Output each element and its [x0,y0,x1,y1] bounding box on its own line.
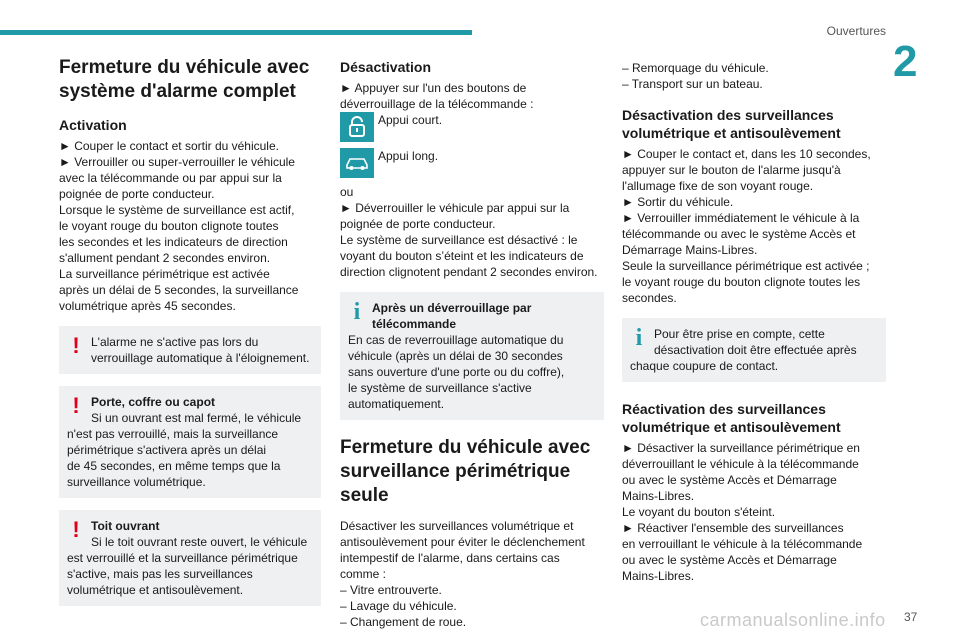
header-accent-bar [0,30,472,35]
short-press-label: Appui court. [378,113,443,127]
info-note-relock: i Après un déverrouillage par télécommande En cas de reverrouillage automatique du véhicule (après un délai de 30 secondes sans ouverture d'une porte ou du coffre), le système de surveillance s'active automatiquement. [340,292,604,420]
chapter-number: 2 [893,37,918,86]
perimeter-text: Désactiver les surveillances volumétrique et antisoulèvement pour éviter le déclenchement intempestif de l'alarme, dans certains cas comme : – Vitre entrouverte. – Lavage du véhicule. – Changement de roue. [340,519,585,629]
warning-icon: ! [72,517,80,542]
info-icon: i [353,299,361,325]
column-2: Désactivation ► Appuyer sur l'un des boutons de déverrouillage de la télécommande : Appui court. Appui long. ou ► Déverrouiller le véhicule par appui sur la poignée de porte conducteur. Le système de surveillance est désactivé : le voyant du bouton s’éteint et les indicateurs de direction clignotent pendant 2 secondes environ. i Après un déverrouillage par télécommande En cas de reverrouillage automatique du véhicule (après un délai de 30 secondes sans ouverture d'une porte ou du coffre), le système de surveillance s'active automatiquement. Fermeture du véhicule avec surveillance périmétrique seule Désactiver les surveillances volumétrique et antisoulèvement pour éviter le déclenchement intempestif de l'alarme, dans certains cas comme : – Vitre entrouverte. – Lavage du véhicule. – Changement de roue. [340,56,604,630]
reactivation-text: ► Désactiver la surveillance périmétrique en déverrouillant le véhicule à la télécommande ou avec le système Accès et Démarrage Mains-Libres. Le voyant du bouton s'éteint. ► Réactiver l'ensemble des surveillances en verrouillant le véhicule à la télécommande ou avec le système Accès et Démarrage Mains-Libres. [622,441,863,583]
watermark: carmanualsonline.info [700,610,886,630]
page-number: 37 [904,610,918,624]
long-press-row [340,148,604,178]
section-name: Ouvertures [826,24,886,38]
column-3: – Remorquage du véhicule. – Transport sur un bateau. Désactivation des surveillances volumétrique et antisoulèvement ► Couper le contact et, dans les 10 secondes, appuyer sur le bouton de l'alarme jusqu'à l'allumage fixe de son voyant rouge. ► Sortir du véhicule. ► Verrouiller immédiatement le véhicule à la télécommande ou avec le système Accès et Démarrage Mains-Libres. Seule la surveillance périmétrique est activée ; le voyant rouge du bouton clignote toutes les secondes. i Pour être prise en compte, cette désactivation doit être effectuée après chaque coupure de contact. Réactivation des surveillances volumétrique et antisoulèvement ► Désactiver la surveillance périmétrique en déverrouillant le véhicule à la télécommande ou avec le système Accès et Démarrage Mains-Libres. Le voyant du bouton s'éteint. ► Réactiver l'ensemble des surveillances en verrouillant le véhicule à la télécommande ou avec le système Accès et Démarrage Mains-Libres. [622,56,886,584]
warning-note-door: ! Porte, coffre ou capot Si un ouvrant est mal fermé, le véhicule n'est pas verrouillé, mais la surveillance périmétrique s'activera après un délai de 45 secondes, en même temps que la surveillance volumétrique. [59,386,321,498]
unlock-icon [340,112,374,142]
heading-activation: Activation [59,117,127,133]
column-1 [59,56,321,618]
deactivation-text: ou ► Déverrouiller le véhicule par appui sur la poignée de porte conducteur. Le système de surveillance est désactivé : le voyant du bouton s’éteint et les indicateurs de direction clignotent pendant 2 secondes environ. [340,185,598,279]
info-note-each-ignition: i Pour être prise en compte, cette désactivation doit être effectuée après chaque coupure de contact. [622,318,886,382]
info-icon: i [635,325,643,351]
short-press-row [340,112,604,142]
car-unlock-icon [340,148,374,178]
title-perimeter-only: Fermeture du véhicule avec surveillance périmétrique seule [340,437,591,506]
warning-icon: ! [72,393,80,418]
warning-icon: ! [72,333,80,358]
warning-note-sunroof: ! Toit ouvrant Si le toit ouvrant reste ouvert, le véhicule est verrouillé et la surveillance périmétrique s'active, mais pas les surveillances volumétrique et antisoulèvement. [59,510,321,606]
heading-deactivation: Désactivation [340,59,432,75]
deactivation-volumetric-text: ► Couper le contact et, dans les 10 secondes, appuyer sur le bouton de l'alarme jusqu'à l'allumage fixe de son voyant rouge. ► Sortir du véhicule. ► Verrouiller immédiatement le véhicule à la télécommande ou avec le système Accès et Démarrage Mains-Libres. Seule la surveillance périmétrique est activée ; le voyant rouge du bouton clignote toutes les secondes. [622,147,871,305]
title-full-alarm: Fermeture du véhicule avec système d'alarme complet [59,57,310,102]
long-press-label: Appui long. [378,149,439,163]
heading-reactivation: Réactivation des surveillances volumétrique et antisoulèvement [622,401,841,435]
heading-deactivation-volumetric: Désactivation des surveillances volumétrique et antisoulèvement [622,107,841,141]
activation-text: ► Couper le contact et sortir du véhicule. ► Verrouiller ou super-verrouiller le véhicule avec la télécommande ou par appui sur la poignée de porte conducteur. Lorsque le système de surveillance est actif, le voyant rouge du bouton clignote toutes les secondes et les indicateurs de direction s'allument pendant 2 secondes environ. La surveillance périmétrique est activée après un délai de 5 secondes, la surveillance volumétrique après 45 secondes. [59,139,299,313]
warning-note-auto-lock: ! L'alarme ne s'active pas lors du verrouillage automatique à l'éloignement. [59,326,321,374]
